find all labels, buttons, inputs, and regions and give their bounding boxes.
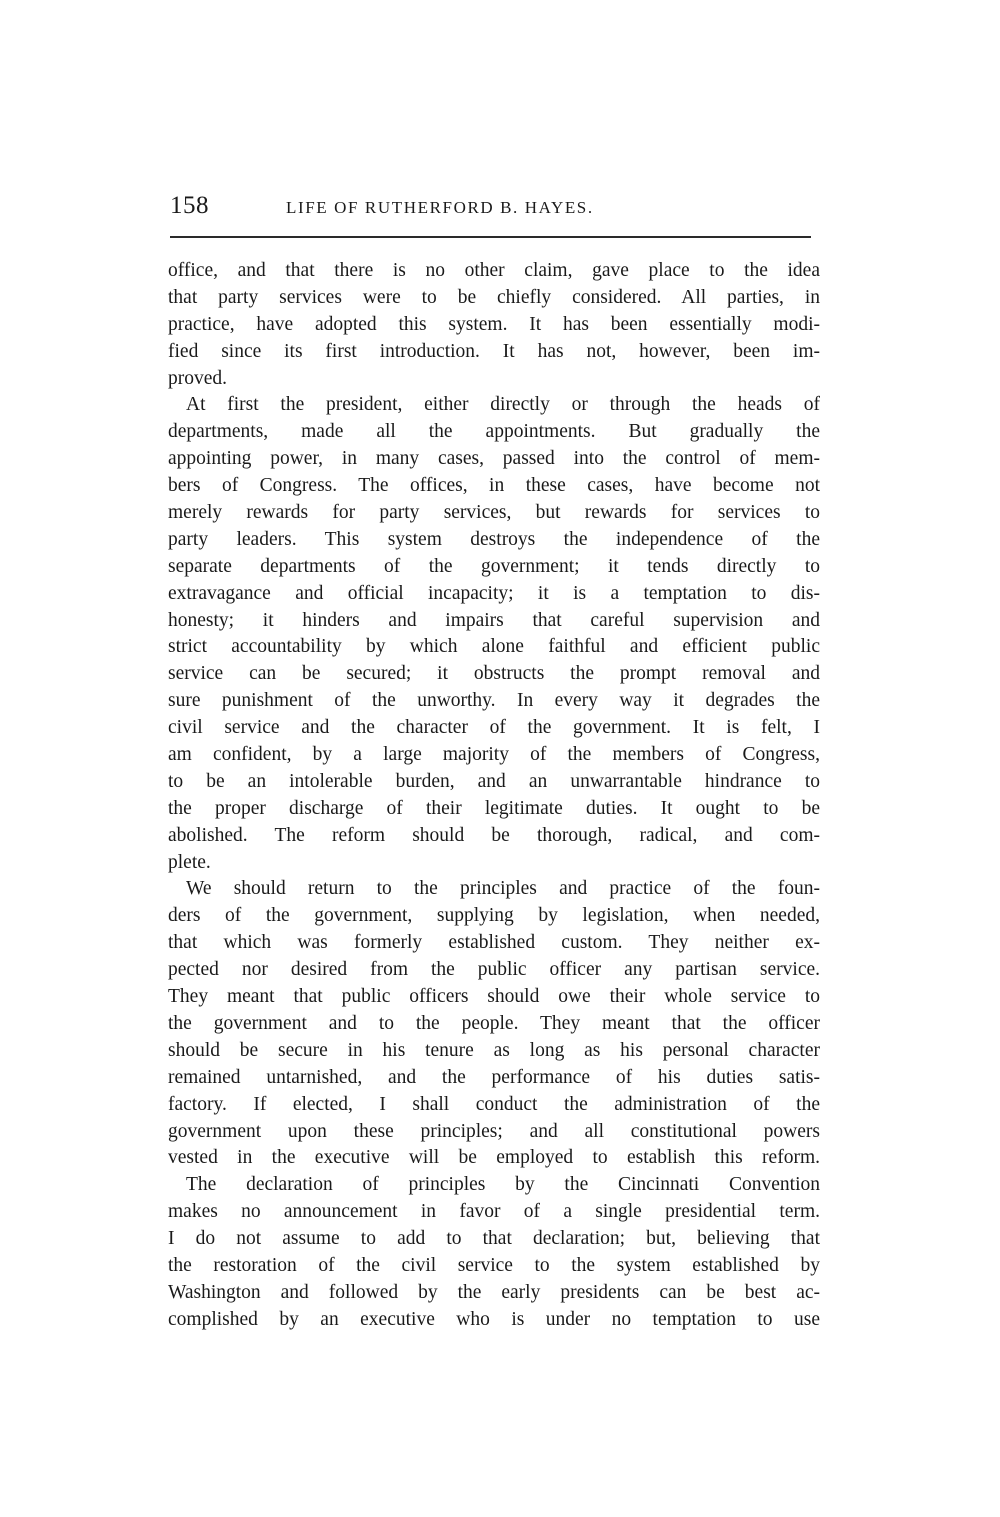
text-line: I do not assume to add to that declaration; but, believing that	[168, 1228, 820, 1250]
text-line: honesty; it hinders and impairs that careful supervision and	[168, 609, 820, 631]
text-line: practice, have adopted this system. It has been essentially modi-	[168, 313, 820, 335]
running-head: LIFE OF RUTHERFORD B. HAYES.	[286, 198, 594, 217]
text-line: civil service and the character of the government. It is felt, I	[168, 717, 820, 739]
text-line: sure punishment of the unworthy. In every way it degrades the	[168, 690, 820, 712]
text-line: extravagance and official incapacity; it is a temptation to dis-	[168, 582, 820, 604]
text-line: the proper discharge of their legitimate duties. It ought to be	[168, 797, 820, 819]
text-line: remained untarnished, and the performance of his duties satis-	[168, 1066, 820, 1088]
text-line: government upon these principles; and all constitutional powers	[168, 1120, 820, 1142]
text-line: that which was formerly established custom. They neither ex-	[168, 932, 820, 954]
text-line: abolished. The reform should be thorough, radical, and com-	[168, 824, 820, 846]
text-line: factory. If elected, I shall conduct the administration of the	[168, 1093, 820, 1115]
text-line: merely rewards for party services, but rewards for services to	[168, 502, 820, 524]
text-line: that party services were to be chiefly considered. All parties, in	[168, 286, 820, 308]
text-line: am confident, by a large majority of the members of Congress,	[168, 744, 820, 766]
text-line: ders of the government, supplying by legislation, when needed,	[168, 905, 820, 927]
text-line: departments, made all the appointments. But gradually the	[168, 421, 820, 443]
text-line: fied since its first introduction. It has not, however, been im-	[168, 340, 820, 362]
text-line: service can be secured; it obstructs the prompt removal and	[168, 663, 820, 685]
header-rule	[170, 236, 811, 238]
text-line: proved.	[168, 367, 228, 389]
text-line: bers of Congress. The offices, in these cases, have become not	[168, 475, 820, 497]
body-text	[168, 258, 820, 1334]
text-line: the government and to the people. They meant that the officer	[168, 1012, 820, 1034]
text-line: to be an intolerable burden, and an unwarrantable hindrance to	[168, 770, 820, 792]
text-line: strict accountability by which alone faithful and efficient public	[168, 636, 820, 658]
text-line: separate departments of the government; it tends directly to	[168, 555, 820, 577]
text-line: complished by an executive who is under no temptation to use	[168, 1308, 820, 1330]
text-line: At first the president, either directly or through the heads of	[186, 394, 820, 416]
text-line: plete.	[168, 851, 211, 873]
text-line: office, and that there is no other claim, gave place to the idea	[168, 260, 820, 281]
text-line: makes no announcement in favor of a single presidential term.	[168, 1201, 820, 1223]
text-line: party leaders. This system destroys the independence of the	[168, 528, 820, 550]
page-header	[170, 192, 820, 232]
text-line: They meant that public officers should owe their whole service to	[168, 986, 820, 1008]
text-line: We should return to the principles and practice of the foun-	[186, 878, 820, 900]
text-line: appointing power, in many cases, passed into the control of mem-	[168, 448, 820, 470]
text-line: Washington and followed by the early presidents can be best ac-	[168, 1281, 820, 1303]
text-line: should be secure in his tenure as long as his personal character	[168, 1039, 820, 1061]
text-line: pected nor desired from the public officer any partisan service.	[168, 959, 820, 981]
text-line: the restoration of the civil service to the system established by	[168, 1254, 820, 1276]
page-number: 158	[170, 192, 209, 219]
text-line: vested in the executive will be employed to establish this reform.	[168, 1147, 820, 1169]
text-line: The declaration of principles by the Cincinnati Convention	[186, 1174, 820, 1196]
